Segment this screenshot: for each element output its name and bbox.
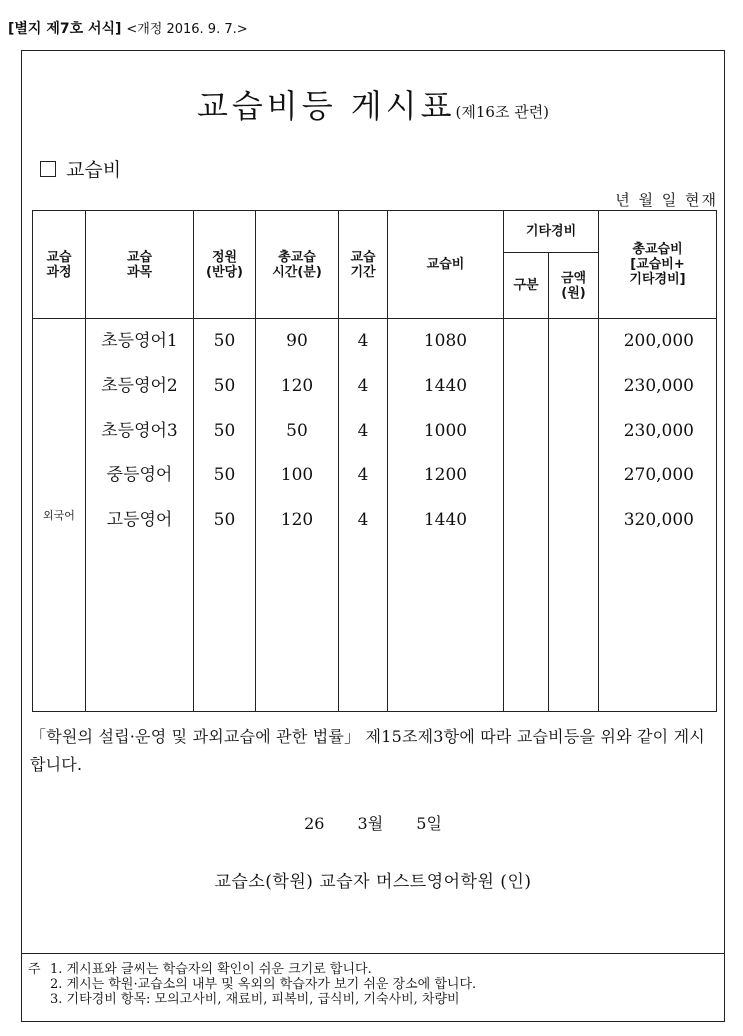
posting-date	[22, 811, 724, 834]
note-item	[28, 977, 724, 992]
cell-total: 230,000	[623, 375, 695, 396]
date-year: 26	[304, 814, 325, 833]
cell-period: 4	[357, 375, 369, 396]
cell-fee: 1440	[423, 510, 468, 531]
as-of-date: 년 월 일 현재	[615, 191, 718, 209]
cell-subject: 초등영어2	[101, 375, 178, 396]
note-text: 1. 게시표와 글씨는 학습자의 확인이 쉬운 크기로 합니다.	[50, 962, 372, 977]
other-type-column	[504, 319, 549, 712]
note-item	[28, 992, 724, 1007]
date-month: 3월	[357, 814, 384, 833]
cell-total: 270,000	[623, 465, 695, 486]
page-title	[22, 81, 724, 127]
note-lead	[28, 977, 50, 992]
cell-capacity: 50	[213, 465, 236, 486]
signer-line: 교습소(학원) 교습자 머스트영어학원 (인)	[214, 872, 532, 892]
cell-fee: 1000	[423, 420, 468, 441]
title-sub: (제16조 관련)	[455, 103, 550, 121]
statute-text: 「학원의 설립·운영 및 과외교습에 관한 법률」 제15조제3항에 따라 교습비등을 위와 같이 게시합니다.	[30, 727, 705, 774]
subject-column	[86, 319, 194, 712]
total-time-column	[256, 319, 339, 712]
cell-subject: 고등영어	[106, 510, 173, 531]
header-subject: 교습 과목	[86, 211, 194, 319]
cell-total-time: 100	[280, 465, 314, 486]
other-amount-column	[549, 319, 599, 712]
header-total-time: 총교습 시간(분)	[256, 211, 339, 319]
course-cell	[33, 319, 86, 712]
header-capacity: 정원 (반당)	[194, 211, 256, 319]
notes-section	[22, 953, 724, 1007]
capacity-column	[194, 319, 256, 712]
header-fee: 교습비	[388, 211, 504, 319]
cell-fee: 1440	[423, 375, 468, 396]
cell-capacity: 50	[213, 331, 236, 351]
cell-period: 4	[357, 510, 369, 531]
cell-total-time: 120	[280, 510, 314, 531]
cell-period: 4	[357, 420, 369, 441]
cell-capacity: 50	[213, 420, 236, 441]
cell-period: 4	[357, 465, 369, 486]
title-main: 교습비등 게시표	[196, 87, 456, 125]
form-label	[8, 18, 248, 38]
cell-capacity: 50	[213, 375, 236, 396]
header-other-type: 구분	[504, 253, 549, 319]
header-period: 교습 기간	[339, 211, 388, 319]
note-lead	[28, 992, 50, 1007]
cell-capacity: 50	[213, 510, 236, 531]
cell-subject: 초등영어3	[101, 420, 178, 441]
cell-subject: 중등영어	[106, 465, 173, 486]
cell-total: 320,000	[623, 510, 695, 531]
form-frame	[21, 50, 725, 1022]
note-item	[28, 962, 724, 977]
cell-total-time: 50	[286, 420, 308, 441]
cell-total: 230,000	[623, 420, 695, 441]
cell-total: 200,000	[623, 331, 695, 351]
header-other-amount: 금액 (원)	[549, 253, 599, 319]
cell-fee: 1200	[423, 465, 468, 486]
course-name: 외국어	[43, 509, 75, 522]
note-text: 2. 게시는 학원·교습소의 내부 및 옥외의 학습자가 보기 쉬운 장소에 합니다.	[50, 977, 477, 992]
section-heading	[40, 155, 121, 182]
cell-total-time: 120	[280, 375, 314, 396]
cell-period: 4	[357, 331, 369, 351]
cell-fee: 1080	[423, 331, 468, 351]
date-day: 5일	[416, 814, 442, 833]
form-number: [별지 제7호 서식]	[8, 21, 122, 37]
checkbox-icon	[40, 161, 56, 177]
fee-table	[32, 210, 717, 712]
note-text: 3. 기타경비 항목: 모의고사비, 재료비, 피복비, 급식비, 기숙사비, 차량비	[50, 992, 460, 1007]
period-column	[339, 319, 388, 712]
total-fee-column	[599, 319, 717, 712]
header-course: 교습 과정	[33, 211, 86, 319]
form-revision: <개정 2016. 9. 7.>	[126, 22, 248, 37]
cell-total-time: 90	[286, 331, 308, 351]
cell-subject: 초등영어1	[101, 331, 178, 351]
note-lead: 주	[28, 962, 41, 977]
header-total-fee: 총교습비 [교습비+ 기타경비]	[599, 211, 717, 319]
header-other-costs: 기타경비	[504, 211, 599, 253]
fee-column	[388, 319, 504, 712]
section-label: 교습비	[66, 159, 122, 181]
